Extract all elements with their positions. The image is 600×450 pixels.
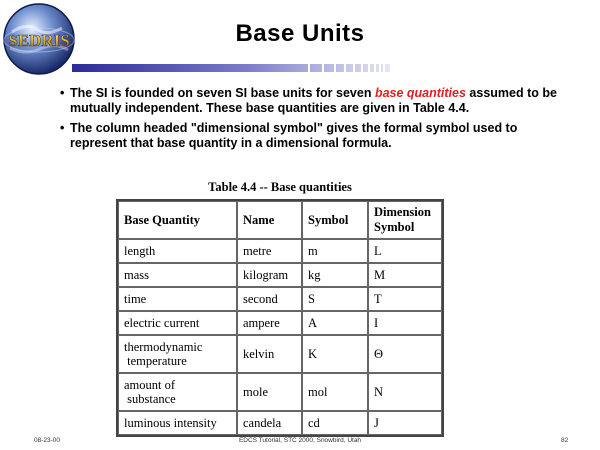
cell-quantity: length — [118, 239, 237, 263]
cell-symbol: mol — [302, 373, 368, 411]
logo-text: SEDRIS — [8, 31, 70, 50]
cell-symbol: m — [302, 239, 368, 263]
cell-quantity: mass — [118, 263, 237, 287]
bullet-item-2 — [60, 121, 560, 151]
cell-quantity-line2: temperature — [127, 354, 187, 368]
cell-name: mole — [237, 373, 302, 411]
cell-dimension: T — [368, 287, 442, 311]
cell-quantity: electric current — [118, 311, 237, 335]
bullet-dot: • — [60, 86, 65, 100]
cell-symbol: kg — [302, 263, 368, 287]
footer-page-number: 82 — [561, 437, 569, 444]
table-row — [118, 335, 442, 373]
header-dimension-symbol — [368, 201, 442, 239]
bullet-list — [60, 86, 560, 156]
header-dimension-line1: Dimension — [374, 205, 431, 219]
cell-symbol: S — [302, 287, 368, 311]
header-name: Name — [237, 201, 302, 239]
cell-name: kilogram — [237, 263, 302, 287]
cell-symbol: cd — [302, 411, 368, 435]
bullet-1-highlight: base quantities — [374, 86, 466, 100]
cell-name: kelvin — [237, 335, 302, 373]
table-row — [118, 311, 442, 335]
cell-dimension: L — [368, 239, 442, 263]
cell-name: candela — [237, 411, 302, 435]
header-base-quantity: Base Quantity — [118, 201, 237, 239]
table-row — [118, 287, 442, 311]
page-title: Base Units — [235, 20, 365, 47]
bullet-1-text-cont: assumed to be mutually independent. These base quantities are given in Table 4.4. — [70, 86, 557, 115]
table-row — [118, 373, 442, 411]
cell-quantity-line1: amount of — [124, 378, 176, 392]
cell-symbol: K — [302, 335, 368, 373]
cell-dimension: Θ — [368, 335, 442, 373]
cell-quantity-line2: substance — [127, 392, 176, 406]
sedris-logo — [2, 2, 76, 76]
cell-quantity — [118, 335, 237, 373]
cell-dimension: M — [368, 263, 442, 287]
bullet-2-text: The column headed "dimensional symbol" gives the formal symbol used to represent that base quantity in a dimensional formula. — [70, 121, 518, 150]
base-quantities-table — [116, 199, 444, 437]
table-caption: Table 4.4 -- Base quantities — [208, 180, 352, 194]
cell-name: ampere — [237, 311, 302, 335]
cell-dimension: I — [368, 311, 442, 335]
cell-quantity: time — [118, 287, 237, 311]
cell-name: metre — [237, 239, 302, 263]
cell-dimension: N — [368, 373, 442, 411]
cell-name: second — [237, 287, 302, 311]
header-dimension-line2: Symbol — [374, 220, 415, 234]
table-row — [118, 411, 442, 435]
table-row — [118, 263, 442, 287]
footer-title: EDCS Tutorial, STC 2000, Snowbird, Utah — [238, 437, 362, 444]
cell-quantity — [118, 373, 237, 411]
bullet-dot: • — [60, 121, 65, 135]
cell-quantity: luminous intensity — [118, 411, 237, 435]
table-header-row — [118, 201, 442, 239]
bullet-item-1 — [60, 86, 560, 116]
title-divider-bar — [72, 64, 390, 72]
cell-dimension: J — [368, 411, 442, 435]
cell-symbol: A — [302, 311, 368, 335]
table-row — [118, 239, 442, 263]
footer-date: 08-23-00 — [34, 437, 61, 444]
header-symbol: Symbol — [302, 201, 368, 239]
cell-quantity-line1: thermodynamic — [124, 340, 203, 354]
bullet-1-text: The SI is founded on seven SI base units for seven — [70, 86, 375, 100]
